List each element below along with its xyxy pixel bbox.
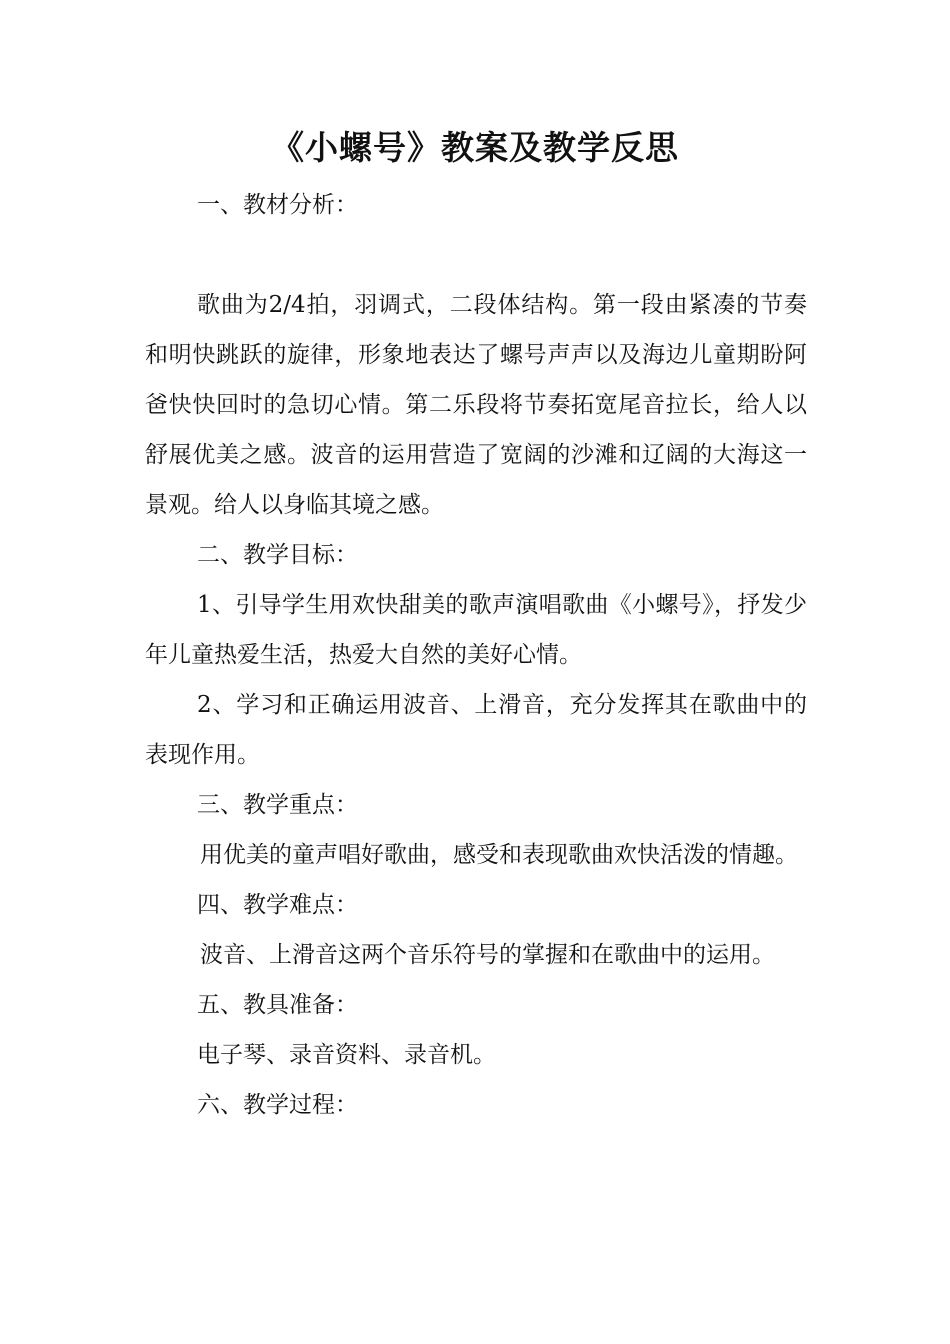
paragraph-key-points: 用优美的童声唱好歌曲，感受和表现歌曲欢快活泼的情趣。 bbox=[200, 842, 798, 868]
paragraph-difficulties: 波音、上滑音这两个音乐符号的掌握和在歌曲中的运用。 bbox=[200, 942, 775, 968]
paragraph-goal-1: 1、引导学生用欢快甜美的歌声演唱歌曲《小螺号》，抒发少年儿童热爱生活，热爱大自然的美好心情。 bbox=[145, 592, 807, 668]
paragraph-materials-analysis: 歌曲为2/4拍，羽调式，二段体结构。第一段由紧凑的节奏和明快跳跃的旋律，形象地表达了螺号声声以及海边儿童期盼阿爸快快回时的急切心情。第二乐段将节奏拓宽尾音拉长，给人以舒展优美之感。波音的运用营造了宽阔的沙滩和辽阔的大海这一景观。给人以身临其境之感。 bbox=[145, 292, 807, 518]
section-heading-difficulties: 四、教学难点： bbox=[197, 892, 358, 918]
section-heading-materials: 一、教材分析： bbox=[197, 192, 358, 218]
section-heading-materials-prep: 五、教具准备： bbox=[197, 992, 358, 1018]
paragraph-goal-2: 2、学习和正确运用波音、上滑音，充分发挥其在歌曲中的表现作用。 bbox=[145, 692, 807, 768]
section-heading-goals: 二、教学目标： bbox=[197, 542, 358, 568]
section-heading-process: 六、教学过程： bbox=[197, 1092, 358, 1118]
paragraph-materials-prep: 电子琴、录音资料、录音机。 bbox=[197, 1042, 496, 1068]
document-title: 《小螺号》教案及教学反思 bbox=[271, 128, 679, 167]
section-heading-key-points: 三、教学重点： bbox=[197, 792, 358, 818]
document-body bbox=[145, 180, 807, 1130]
